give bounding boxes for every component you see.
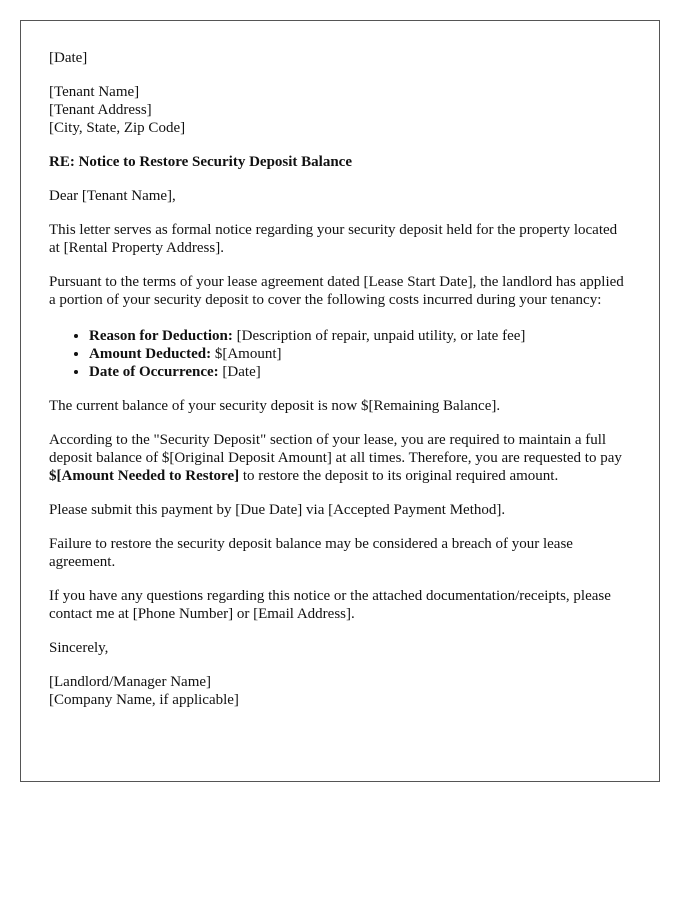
signature-block	[49, 673, 631, 709]
failure-paragraph: Failure to restore the security deposit balance may be considered a breach of your lease agreement.	[49, 536, 573, 570]
deduction-amount-label: Amount Deducted:	[89, 346, 212, 362]
pursuant-paragraph: Pursuant to the terms of your lease agreement dated [Lease Start Date], the landlord has applied a portion of your security deposit to cover the following costs incurred during your tenancy:	[49, 274, 624, 308]
according-paragraph	[49, 431, 631, 485]
recipient-city-state-zip: [City, State, Zip Code]	[49, 120, 186, 136]
signer-company: [Company Name, if applicable]	[49, 692, 239, 708]
closing: Sincerely,	[49, 640, 109, 656]
deduction-amount-value: $[Amount]	[211, 346, 282, 362]
recipient-block	[49, 83, 631, 137]
list-item	[89, 345, 631, 363]
salutation: Dear [Tenant Name],	[49, 188, 176, 204]
recipient-name: [Tenant Name]	[49, 84, 140, 100]
questions-paragraph: If you have any questions regarding this notice or the attached documentation/receipts, please contact me at [Phone Number] or [Email Address].	[49, 588, 611, 622]
letter-page	[20, 20, 660, 782]
deduction-reason-label: Reason for Deduction:	[89, 328, 233, 344]
letter-date: [Date]	[49, 50, 88, 66]
signer-name: [Landlord/Manager Name]	[49, 674, 212, 690]
recipient-address: [Tenant Address]	[49, 102, 152, 118]
deduction-reason-value: [Description of repair, unpaid utility, or late fee]	[232, 328, 526, 344]
intro-paragraph: This letter serves as formal notice regarding your security deposit held for the property located at [Rental Property Address].	[49, 222, 618, 256]
according-text-start: According to the "Security Deposit" section of your lease, you are required to maintain a full deposit balance of $[Original Deposit Amount] at all times. Therefore, you are requested to pay	[49, 432, 622, 466]
list-item	[89, 363, 631, 381]
subject-line: RE: Notice to Restore Security Deposit Balance	[49, 154, 352, 170]
deduction-date-value: [Date]	[218, 364, 261, 380]
list-item	[89, 327, 631, 345]
deductions-list	[49, 327, 631, 381]
payment-paragraph: Please submit this payment by [Due Date] via [Accepted Payment Method].	[49, 502, 506, 518]
amount-needed-bold: $[Amount Needed to Restore]	[49, 468, 240, 484]
according-text-end: to restore the deposit to its original required amount.	[239, 468, 559, 484]
balance-paragraph: The current balance of your security deposit is now $[Remaining Balance].	[49, 398, 501, 414]
deduction-date-label: Date of Occurrence:	[89, 364, 219, 380]
